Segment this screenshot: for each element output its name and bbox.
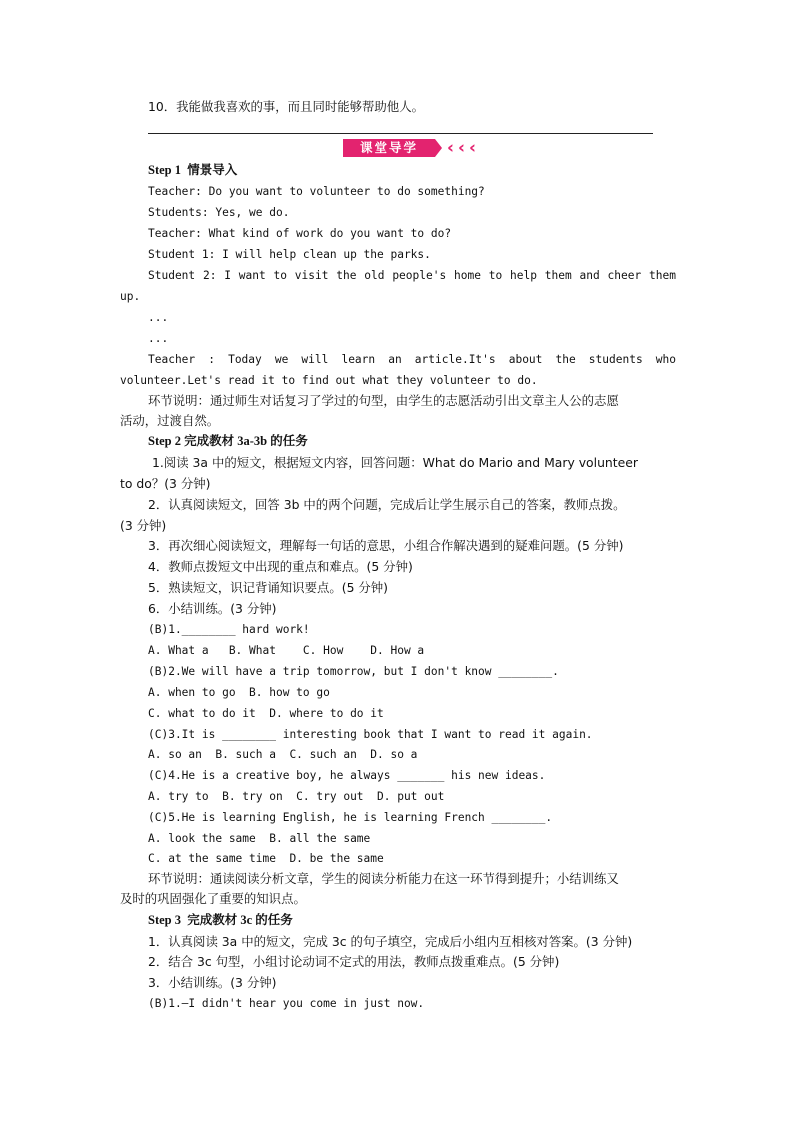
item-10: 10．我能做我喜欢的事，而且同时能够帮助他人。: [148, 99, 424, 114]
ellipsis: ...: [148, 332, 169, 345]
quiz-question: (C)3.It is ________ interesting book that I want to read it again.: [148, 728, 593, 741]
dialog-line-cont: up.: [120, 290, 141, 303]
ellipsis: ...: [148, 311, 169, 324]
step1-heading: Step 1 情景导入: [148, 163, 238, 177]
chevron-left-icon: ‹: [447, 138, 455, 158]
task-item: 6．小结训练。(3 分钟): [148, 601, 277, 616]
task-item: 1．认真阅读 3a 中的短文，完成 3c 的句子填空，完成后小组内互相核对答案。(3 分钟): [148, 934, 633, 949]
teacher-line: Teacher : Today we will learn an article.It's about the students who: [148, 353, 676, 366]
quiz-question: (C)4.He is a creative boy, he always _______ his new ideas.: [148, 769, 546, 782]
step3-heading: Step 3 完成教材 3c 的任务: [148, 913, 293, 927]
quiz-options: A. try to B. try on C. try out D. put out: [148, 790, 445, 803]
dialog-line: Students: Yes, we do.: [148, 206, 290, 219]
quiz-options: C. at the same time D. be the same: [148, 852, 384, 865]
quiz-options: A. What a B. What C. How D. How a: [148, 644, 425, 657]
banner-arrow-icon: [435, 139, 442, 157]
dialog-line: Teacher: What kind of work do you want to do?: [148, 227, 452, 240]
quiz-question: (B)1.—I didn't hear you come in just now.: [148, 997, 425, 1010]
dialog-line: Teacher: Do you want to volunteer to do something?: [148, 185, 485, 198]
step1-note: 环节说明：通过师生对话复习了学过的句型，由学生的志愿活动引出文章主人公的志愿: [148, 393, 619, 408]
task-item: 3．小结训练。(3 分钟): [148, 975, 277, 990]
quiz-options: A. so an B. such a C. such an D. so a: [148, 748, 418, 761]
step1-note-cont: 活动，过渡自然。: [120, 413, 220, 428]
quiz-question: (B)2.We will have a trip tomorrow, but I don't know ________.: [148, 665, 559, 678]
task-item: 4．教师点拨短文中出现的重点和难点。(5 分钟): [148, 559, 413, 574]
quiz-options: A. look the same B. all the same: [148, 832, 371, 845]
dialog-line: Student 1: I will help clean up the parks.: [148, 248, 431, 261]
task-item: 2．认真阅读短文，回答 3b 中的两个问题，完成后让学生展示自己的答案，教师点拨。: [148, 497, 626, 512]
task-item: 5．熟读短文，识记背诵知识要点。(5 分钟): [148, 580, 389, 595]
quiz-question: (B)1.________ hard work!: [148, 623, 310, 636]
divider-line: [148, 133, 653, 134]
task-item-cont: to do？(3 分钟): [120, 476, 211, 491]
task-item: 3．再次细心阅读短文，理解每一句话的意思，小组合作解决遇到的疑难问题。(5 分钟): [148, 538, 624, 553]
task-item-cont: (3 分钟): [120, 518, 167, 533]
step2-heading: Step 2 完成教材 3a-3b 的任务: [148, 434, 308, 448]
dialog-line: Student 2: I want to visit the old people's home to help them and cheer them: [148, 269, 676, 282]
task-item: 1.阅读 3a 中的短文，根据短文内容，回答问题：What do Mario and Mary volunteer: [152, 455, 638, 470]
chevron-left-icon: ‹: [458, 138, 466, 158]
step2-note-cont: 及时的巩固强化了重要的知识点。: [120, 891, 306, 906]
section-banner: 课堂导学: [343, 139, 435, 157]
chevron-left-icon: ‹: [469, 138, 477, 158]
step2-note: 环节说明：通读阅读分析文章，学生的阅读分析能力在这一环节得到提升；小结训练又: [148, 871, 619, 886]
task-item: 2．结合 3c 句型，小组讨论动词不定式的用法，教师点拨重难点。(5 分钟): [148, 954, 560, 969]
quiz-options: C. what to do it D. where to do it: [148, 707, 384, 720]
teacher-line-cont: volunteer.Let's read it to find out what they volunteer to do.: [120, 374, 538, 387]
quiz-question: (C)5.He is learning English, he is learning French ________.: [148, 811, 553, 824]
quiz-options: A. when to go B. how to go: [148, 686, 330, 699]
